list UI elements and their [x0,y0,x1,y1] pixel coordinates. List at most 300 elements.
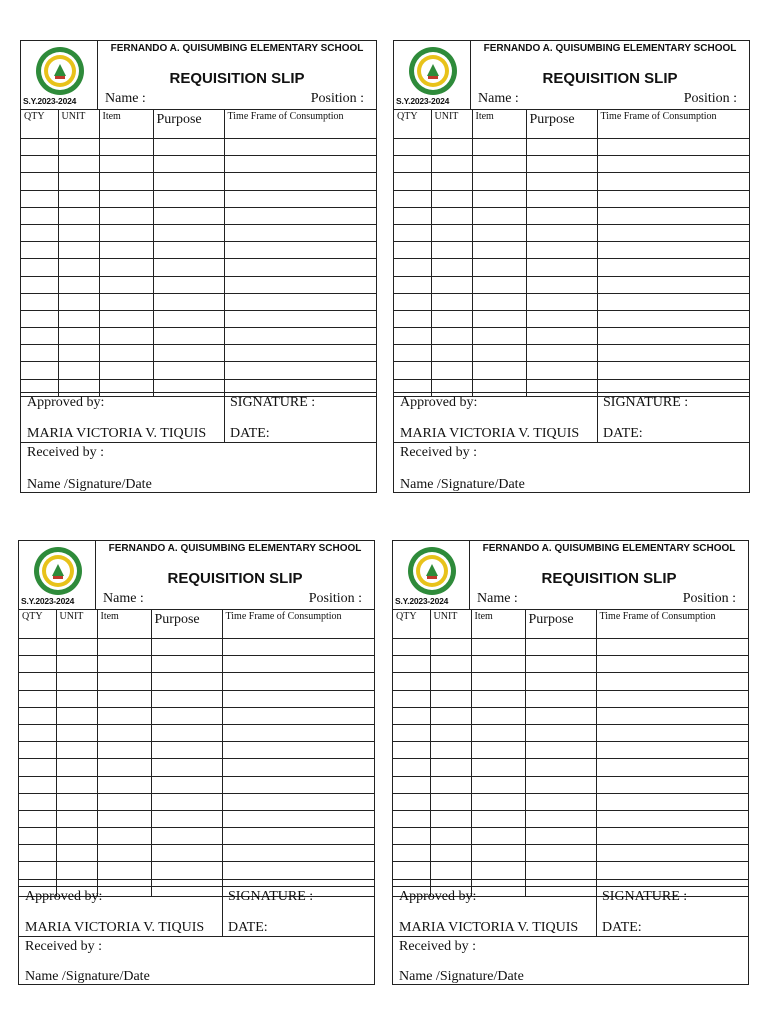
table-cell[interactable] [526,293,597,310]
table-cell[interactable] [430,776,471,793]
table-cell[interactable] [151,810,222,827]
table-cell[interactable] [394,345,431,362]
table-cell[interactable] [56,845,97,862]
table-cell[interactable] [596,828,748,845]
table-cell[interactable] [526,207,597,224]
table-cell[interactable] [153,328,224,345]
table-cell[interactable] [525,793,596,810]
table-cell[interactable] [393,656,430,673]
table-cell[interactable] [153,276,224,293]
table-cell[interactable] [430,742,471,759]
table-cell[interactable] [394,362,431,379]
table-cell[interactable] [56,673,97,690]
table-cell[interactable] [431,293,472,310]
table-cell[interactable] [21,345,58,362]
table-cell[interactable] [21,293,58,310]
table-cell[interactable] [19,810,56,827]
table-cell[interactable] [222,639,374,656]
table-cell[interactable] [153,345,224,362]
table-cell[interactable] [526,242,597,259]
table-cell[interactable] [472,293,526,310]
table-cell[interactable] [97,639,151,656]
table-cell[interactable] [471,759,525,776]
table-cell[interactable] [19,656,56,673]
table-cell[interactable] [224,293,376,310]
table-cell[interactable] [431,345,472,362]
table-cell[interactable] [151,793,222,810]
table-cell[interactable] [21,190,58,207]
table-cell[interactable] [97,793,151,810]
table-row [19,776,374,793]
name-label: Name : [478,91,519,106]
table-cell[interactable] [597,276,749,293]
table-cell[interactable] [58,259,99,276]
table-cell[interactable] [151,656,222,673]
table-cell[interactable] [19,707,56,724]
table-cell[interactable] [151,673,222,690]
table-cell[interactable] [394,310,431,327]
table-cell[interactable] [151,639,222,656]
table-cell[interactable] [596,862,748,879]
table-cell[interactable] [56,656,97,673]
table-cell[interactable] [525,656,596,673]
table-cell[interactable] [222,862,374,879]
table-cell[interactable] [472,362,526,379]
table-cell[interactable] [153,139,224,156]
table-cell[interactable] [151,707,222,724]
table-cell[interactable] [19,845,56,862]
table-cell[interactable] [596,690,748,707]
col-item: Item [97,610,151,639]
table-cell[interactable] [394,242,431,259]
table-cell[interactable] [222,707,374,724]
table-cell[interactable] [151,845,222,862]
table-cell[interactable] [58,328,99,345]
table-cell[interactable] [222,793,374,810]
table-cell[interactable] [526,310,597,327]
table-cell[interactable] [56,759,97,776]
table-cell[interactable] [597,224,749,241]
table-cell[interactable] [224,224,376,241]
table-cell[interactable] [151,759,222,776]
table-cell[interactable] [472,310,526,327]
table-cell[interactable] [431,362,472,379]
table-cell[interactable] [58,139,99,156]
table-row [19,793,374,810]
logo-cell [393,541,470,609]
table-cell[interactable] [471,724,525,741]
table-cell[interactable] [21,362,58,379]
table-cell[interactable] [153,362,224,379]
table-cell[interactable] [525,707,596,724]
table-cell[interactable] [471,862,525,879]
table-cell[interactable] [21,207,58,224]
table-cell[interactable] [596,656,748,673]
name-signature-date-label: Name /Signature/Date [25,969,150,984]
table-cell[interactable] [21,259,58,276]
table-cell[interactable] [151,862,222,879]
table-cell[interactable] [597,173,749,190]
table-cell[interactable] [151,690,222,707]
table-cell[interactable] [471,707,525,724]
table-cell[interactable] [58,242,99,259]
table-cell[interactable] [431,190,472,207]
signature-label: SIGNATURE : [228,889,314,904]
table-cell[interactable] [222,759,374,776]
school-seal-icon [408,46,458,96]
table-cell[interactable] [97,656,151,673]
table-cell[interactable] [153,242,224,259]
table-cell[interactable] [97,862,151,879]
table-cell[interactable] [526,362,597,379]
table-cell[interactable] [526,173,597,190]
table-cell[interactable] [597,190,749,207]
table-cell[interactable] [471,776,525,793]
table-row [19,690,374,707]
table-cell[interactable] [597,242,749,259]
table-cell[interactable] [393,724,430,741]
table-cell[interactable] [19,759,56,776]
table-cell[interactable] [21,224,58,241]
table-cell[interactable] [222,810,374,827]
table-cell[interactable] [525,845,596,862]
table-cell[interactable] [596,707,748,724]
table-cell[interactable] [99,259,153,276]
table-cell[interactable] [99,242,153,259]
table-cell[interactable] [56,690,97,707]
table-cell[interactable] [430,673,471,690]
table-cell[interactable] [58,207,99,224]
table-cell[interactable] [153,173,224,190]
table-cell[interactable] [224,345,376,362]
table-cell[interactable] [21,242,58,259]
table-cell[interactable] [431,259,472,276]
table-cell[interactable] [394,293,431,310]
table-cell[interactable] [21,328,58,345]
table-cell[interactable] [99,293,153,310]
table-cell[interactable] [526,345,597,362]
table-cell[interactable] [525,862,596,879]
table-cell[interactable] [21,139,58,156]
table-cell[interactable] [393,639,430,656]
table-cell[interactable] [224,310,376,327]
table-cell[interactable] [222,845,374,862]
table-cell[interactable] [19,828,56,845]
table-cell[interactable] [97,690,151,707]
table-cell[interactable] [97,724,151,741]
table-row [19,673,374,690]
table-cell[interactable] [597,345,749,362]
table-cell[interactable] [153,259,224,276]
table-cell[interactable] [99,173,153,190]
table-cell[interactable] [472,190,526,207]
table-cell[interactable] [394,224,431,241]
table-cell[interactable] [393,742,430,759]
table-cell[interactable] [526,259,597,276]
table-cell[interactable] [431,328,472,345]
table-cell[interactable] [472,173,526,190]
requisition-table [19,609,374,897]
table-cell[interactable] [99,190,153,207]
table-cell[interactable] [596,776,748,793]
table-cell[interactable] [393,673,430,690]
table-cell[interactable] [471,793,525,810]
table-cell[interactable] [596,673,748,690]
table-row [394,310,749,327]
table-cell[interactable] [97,810,151,827]
table-cell[interactable] [56,742,97,759]
table-cell[interactable] [472,276,526,293]
table-cell[interactable] [56,810,97,827]
table-cell[interactable] [222,690,374,707]
table-cell[interactable] [430,810,471,827]
table-cell[interactable] [58,156,99,173]
table-cell[interactable] [471,845,525,862]
table-cell[interactable] [393,793,430,810]
table-cell[interactable] [596,759,748,776]
table-cell[interactable] [597,293,749,310]
table-cell[interactable] [526,328,597,345]
table-cell[interactable] [430,793,471,810]
table-cell[interactable] [97,776,151,793]
table-cell[interactable] [472,156,526,173]
table-cell[interactable] [97,742,151,759]
table-cell[interactable] [525,828,596,845]
table-cell[interactable] [153,190,224,207]
table-cell[interactable] [526,224,597,241]
table-row [393,793,748,810]
table-cell[interactable] [99,224,153,241]
table-row [393,656,748,673]
table-cell[interactable] [99,362,153,379]
table-cell[interactable] [430,707,471,724]
table-cell[interactable] [431,139,472,156]
table-cell[interactable] [151,828,222,845]
table-cell[interactable] [431,310,472,327]
table-cell[interactable] [471,673,525,690]
table-cell[interactable] [97,707,151,724]
table-cell[interactable] [472,139,526,156]
table-cell[interactable] [393,690,430,707]
table-cell[interactable] [597,207,749,224]
table-cell[interactable] [153,224,224,241]
table-cell[interactable] [224,259,376,276]
table-cell[interactable] [56,639,97,656]
table-cell[interactable] [431,173,472,190]
table-cell[interactable] [97,673,151,690]
table-cell[interactable] [597,362,749,379]
table-cell[interactable] [525,639,596,656]
table-cell[interactable] [471,639,525,656]
table-cell[interactable] [471,742,525,759]
table-cell[interactable] [97,845,151,862]
table-cell[interactable] [19,639,56,656]
table-cell[interactable] [99,328,153,345]
table-cell[interactable] [596,793,748,810]
table-cell[interactable] [19,690,56,707]
table-cell[interactable] [19,742,56,759]
table-cell[interactable] [21,156,58,173]
table-cell[interactable] [99,345,153,362]
table-cell[interactable] [394,276,431,293]
table-cell[interactable] [525,724,596,741]
table-cell[interactable] [56,707,97,724]
table-cell[interactable] [99,139,153,156]
table-row [21,139,376,156]
table-cell[interactable] [471,810,525,827]
table-cell[interactable] [596,845,748,862]
table-cell[interactable] [222,742,374,759]
table-cell[interactable] [222,656,374,673]
table-cell[interactable] [58,362,99,379]
table-cell[interactable] [97,828,151,845]
table-cell[interactable] [224,276,376,293]
table-cell[interactable] [472,224,526,241]
table-cell[interactable] [597,156,749,173]
table-cell[interactable] [222,724,374,741]
table-cell[interactable] [394,156,431,173]
table-cell[interactable] [224,156,376,173]
table-cell[interactable] [58,190,99,207]
table-cell[interactable] [393,828,430,845]
table-cell[interactable] [58,293,99,310]
table-cell[interactable] [471,828,525,845]
table-cell[interactable] [596,639,748,656]
table-cell[interactable] [97,759,151,776]
table-cell[interactable] [597,310,749,327]
table-cell[interactable] [394,259,431,276]
table-cell[interactable] [224,139,376,156]
table-cell[interactable] [56,862,97,879]
table-cell[interactable] [525,776,596,793]
table-cell[interactable] [99,310,153,327]
table-cell[interactable] [471,690,525,707]
table-cell[interactable] [222,776,374,793]
table-cell[interactable] [21,276,58,293]
table-cell[interactable] [431,156,472,173]
table-cell[interactable] [431,207,472,224]
table-cell[interactable] [472,242,526,259]
table-cell[interactable] [19,776,56,793]
table-cell[interactable] [21,173,58,190]
table-cell[interactable] [224,190,376,207]
table-cell[interactable] [153,156,224,173]
table-cell[interactable] [471,656,525,673]
table-cell[interactable] [597,139,749,156]
table-cell[interactable] [597,328,749,345]
table-cell[interactable] [525,690,596,707]
table-row [21,362,376,379]
table-cell[interactable] [153,310,224,327]
table-cell[interactable] [431,224,472,241]
table-cell[interactable] [224,362,376,379]
table-cell[interactable] [222,673,374,690]
table-cell[interactable] [394,328,431,345]
table-cell[interactable] [56,776,97,793]
table-cell[interactable] [56,724,97,741]
table-cell[interactable] [472,345,526,362]
table-cell[interactable] [393,759,430,776]
table-cell[interactable] [99,276,153,293]
table-cell[interactable] [56,828,97,845]
table-cell[interactable] [19,724,56,741]
table-cell[interactable] [153,293,224,310]
table-cell[interactable] [58,345,99,362]
table-cell[interactable] [58,276,99,293]
table-cell[interactable] [525,673,596,690]
table-cell[interactable] [224,173,376,190]
table-cell[interactable] [394,207,431,224]
table-cell[interactable] [526,139,597,156]
table-cell[interactable] [526,276,597,293]
table-cell[interactable] [526,156,597,173]
table-cell[interactable] [19,673,56,690]
table-cell[interactable] [430,724,471,741]
table-cell[interactable] [151,742,222,759]
table-cell[interactable] [393,845,430,862]
table-cell[interactable] [151,776,222,793]
table-cell[interactable] [58,224,99,241]
table-cell[interactable] [393,810,430,827]
table-cell[interactable] [525,810,596,827]
table-cell[interactable] [99,207,153,224]
table-cell[interactable] [525,742,596,759]
table-cell[interactable] [393,862,430,879]
table-cell[interactable] [224,328,376,345]
table-cell[interactable] [430,656,471,673]
table-cell[interactable] [596,724,748,741]
table-cell[interactable] [394,190,431,207]
table-row [19,862,374,879]
table-cell[interactable] [151,724,222,741]
table-cell[interactable] [526,190,597,207]
table-cell[interactable] [472,259,526,276]
table-cell[interactable] [525,759,596,776]
table-cell[interactable] [21,310,58,327]
col-item: Item [99,110,153,139]
table-cell[interactable] [430,862,471,879]
table-cell[interactable] [472,328,526,345]
table-cell[interactable] [58,310,99,327]
table-cell[interactable] [394,139,431,156]
table-cell[interactable] [597,259,749,276]
table-cell[interactable] [394,173,431,190]
table-cell[interactable] [19,793,56,810]
table-cell[interactable] [430,690,471,707]
table-cell[interactable] [58,173,99,190]
table-cell[interactable] [430,845,471,862]
table-cell[interactable] [430,828,471,845]
table-cell[interactable] [393,707,430,724]
table-cell[interactable] [430,639,471,656]
table-cell[interactable] [224,207,376,224]
table-row [21,328,376,345]
table-cell[interactable] [430,759,471,776]
table-cell[interactable] [19,862,56,879]
table-cell[interactable] [393,776,430,793]
table-cell[interactable] [431,276,472,293]
table-cell[interactable] [431,242,472,259]
table-cell[interactable] [56,793,97,810]
table-cell[interactable] [224,242,376,259]
table-cell[interactable] [222,828,374,845]
table-cell[interactable] [99,156,153,173]
table-cell[interactable] [153,207,224,224]
table-cell[interactable] [472,207,526,224]
table-cell[interactable] [596,742,748,759]
table-cell[interactable] [596,810,748,827]
slip-title: REQUISITION SLIP [167,570,303,587]
